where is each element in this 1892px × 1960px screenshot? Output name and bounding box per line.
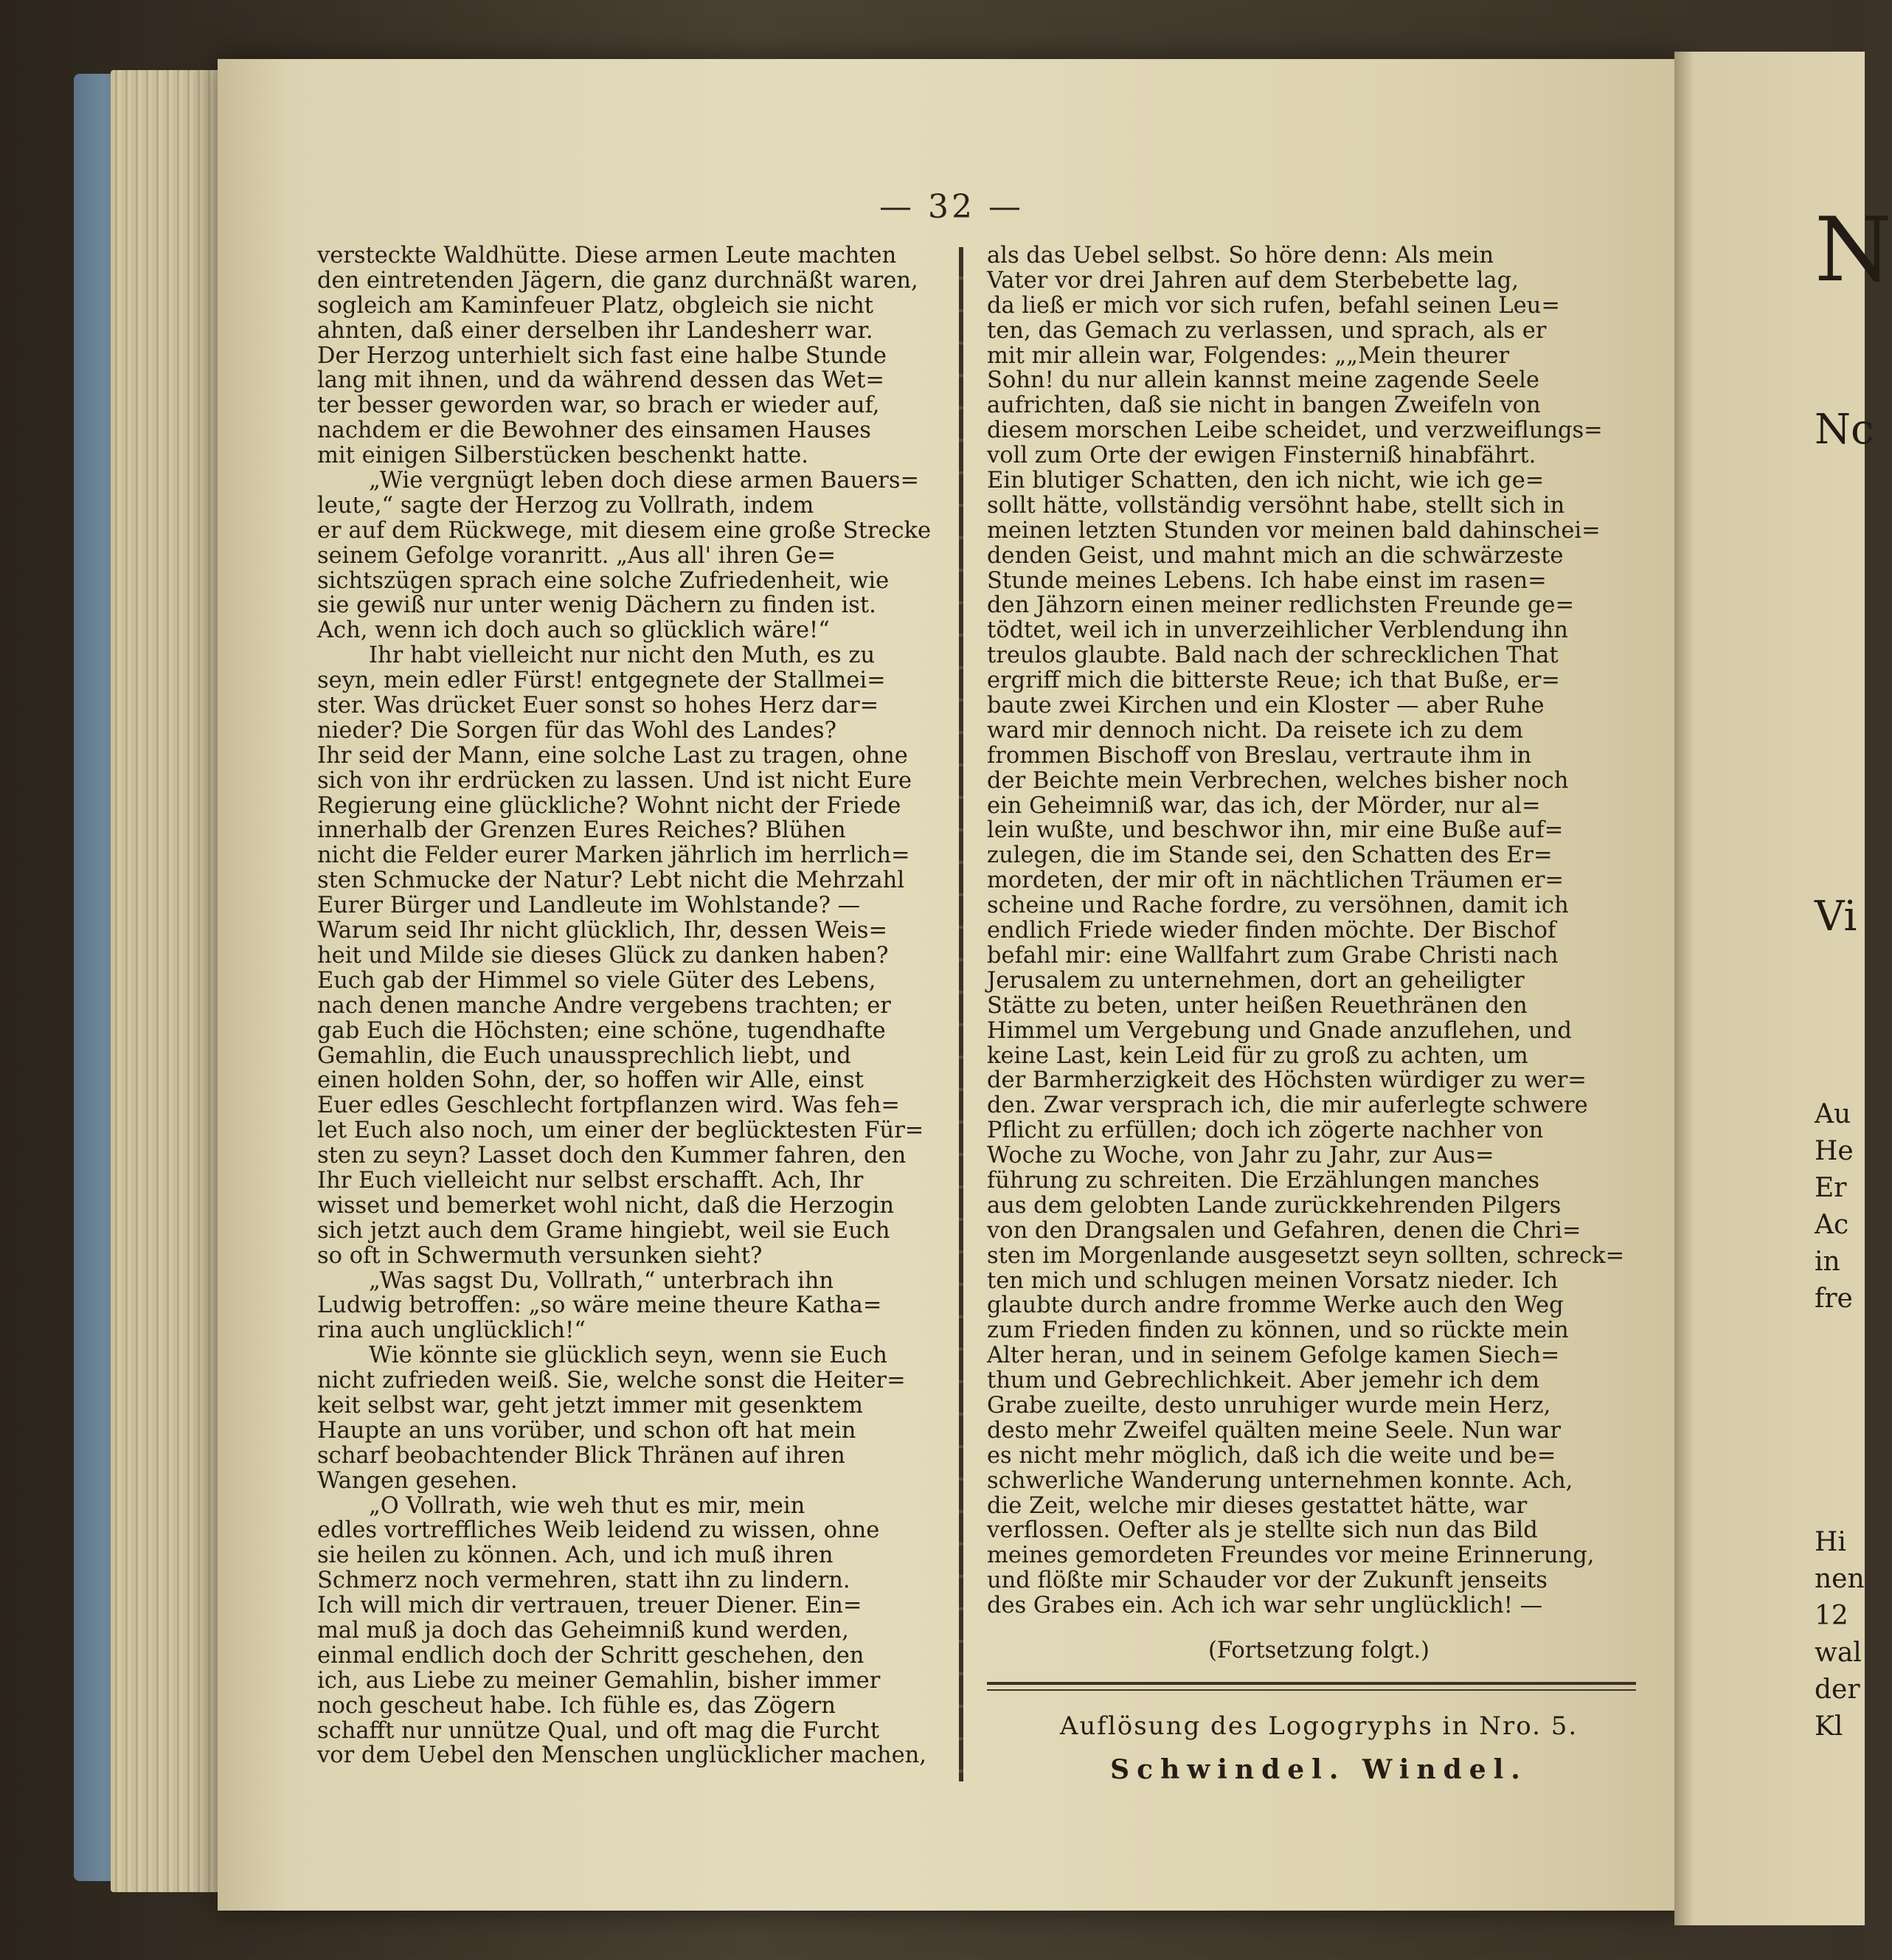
text-line: mordeten, der mir oft in nächtlichen Träumen er=: [987, 868, 1564, 894]
text-line: Woche zu Woche, von Jahr zu Jahr, zur Aus=: [987, 1143, 1494, 1169]
text-line: einmal endlich doch der Schritt geschehen, den: [317, 1642, 864, 1669]
text-line: scharf beobachtender Blick Thränen auf ihren: [317, 1442, 845, 1469]
text-line: „Wie vergnügt leben doch diese armen Bauers=: [369, 468, 920, 494]
text-line: Ludwig betroffen: „so wäre meine theure Katha=: [317, 1292, 882, 1319]
adjacent-page-fragment: Nc: [1815, 406, 1874, 454]
text-line: Ein blutiger Schatten, den ich nicht, wie ich ge=: [987, 468, 1545, 494]
text-line: sich von ihr erdrücken zu lassen. Und ist nicht Eure: [317, 767, 912, 794]
text-line: der Beichte mein Verbrechen, welches bisher noch: [987, 767, 1569, 794]
text-line: sie gewiß nur unter wenig Dächern zu finden ist.: [317, 592, 876, 619]
adjacent-page-fragment: Au: [1815, 1099, 1851, 1129]
text-line: sten zu seyn? Lasset doch den Kummer fahren, den: [317, 1143, 907, 1169]
text-line: gab Euch die Höchsten; eine schöne, tugendhafte: [317, 1017, 886, 1044]
text-line: Vater vor drei Jahren auf dem Sterbebette lag,: [987, 267, 1519, 294]
text-line: versteckte Waldhütte. Diese armen Leute machten: [317, 243, 897, 269]
text-line: Gemahlin, die Euch unaussprechlich liebt, und: [317, 1042, 851, 1069]
text-line: führung zu schreiten. Die Erzählungen manches: [987, 1167, 1539, 1194]
text-line: einen holden Sohn, der, so hoffen wir Alle, einst: [317, 1067, 864, 1094]
text-line: mit mir allein war, Folgendes: „„Mein theurer: [987, 342, 1510, 369]
text-line: Alter heran, und in seinem Gefolge kamen Siech=: [987, 1343, 1560, 1369]
text-line: tödtet, weil ich in unverzeihlicher Verblendung ihn: [987, 617, 1568, 644]
text-line: innerhalb der Grenzen Eures Reiches? Blühen: [317, 817, 846, 844]
text-line: als das Uebel selbst. So höre denn: Als mein: [987, 243, 1494, 269]
text-line: treulos glaubte. Bald nach der schrecklichen That: [987, 643, 1559, 669]
adjacent-page-fragment: N: [1815, 199, 1892, 302]
text-line: Euch gab der Himmel so viele Güter des Lebens,: [317, 967, 876, 994]
adjacent-page-fragment: Hi: [1815, 1527, 1846, 1557]
text-line: schafft nur unnütze Qual, und oft mag die Furcht: [317, 1717, 880, 1744]
text-line: Euer edles Geschlecht fortpflanzen wird. Was feh=: [317, 1092, 900, 1119]
text-line: sogleich am Kaminfeuer Platz, obgleich sie nicht: [317, 292, 874, 319]
text-line: so oft in Schwermuth versunken sieht?: [317, 1242, 763, 1269]
text-line: meines gemordeten Freundes vor meine Erinnerung,: [987, 1542, 1595, 1569]
right-text-column: [987, 243, 1651, 1618]
adjacent-page-fragment: der: [1815, 1675, 1860, 1705]
page-number: — 32 —: [879, 188, 1024, 226]
adjacent-page-fragment: Vi: [1815, 893, 1857, 941]
text-line: Pflicht zu erfüllen; doch ich zögerte nachher von: [987, 1118, 1544, 1144]
adjacent-page-fragment: wal: [1815, 1638, 1862, 1668]
text-line: seyn, mein edler Fürst! entgegnete der Stallmei=: [317, 668, 886, 694]
text-line: Ich will mich dir vertrauen, treuer Diener. Ein=: [317, 1593, 862, 1619]
text-line: wisset und bemerket wohl nicht, daß die Herzogin: [317, 1192, 894, 1219]
text-line: nach denen manche Andre vergebens trachten; er: [317, 992, 891, 1019]
text-line: Eurer Bürger und Landleute im Wohlstande? —: [317, 893, 861, 919]
text-line: frommen Bischoff von Breslau, vertraute ihm in: [987, 742, 1532, 769]
adjacent-page-fragment: Kl: [1815, 1711, 1843, 1742]
text-line: baute zwei Kirchen und ein Kloster — aber Ruhe: [987, 693, 1545, 719]
text-line: Sohn! du nur allein kannst meine zagende Seele: [987, 367, 1539, 394]
text-line: Ihr seid der Mann, eine solche Last zu tragen, ohne: [317, 742, 908, 769]
text-line: den Jähzorn einen meiner redlichsten Freunde ge=: [987, 592, 1575, 619]
text-line: ein Geheimniß war, das ich, der Mörder, nur al=: [987, 792, 1541, 819]
left-text-column: [317, 243, 952, 1768]
text-line: mit einigen Silberstücken beschenkt hatte.: [317, 443, 808, 469]
text-line: und flößte mir Schauder vor der Zukunft jenseits: [987, 1568, 1548, 1594]
text-line: thum und Gebrechlichkeit. Aber jemehr ich dem: [987, 1368, 1540, 1394]
text-line: ter besser geworden war, so brach er wieder auf,: [317, 392, 880, 419]
text-line: der Barmherzigkeit des Höchsten würdiger zu wer=: [987, 1067, 1587, 1094]
text-line: Wie könnte sie glücklich seyn, wenn sie Euch: [369, 1343, 887, 1369]
adjacent-page: [1674, 52, 1892, 1925]
text-line: Der Herzog unterhielt sich fast eine halbe Stunde: [317, 342, 887, 369]
text-line: desto mehr Zweifel quälten meine Seele. Nun war: [987, 1417, 1561, 1444]
text-line: heit und Milde sie dieses Glück zu danken haben?: [317, 942, 889, 969]
text-line: glaubte durch andre fromme Werke auch den Weg: [987, 1292, 1564, 1319]
text-line: nicht die Felder eurer Marken jährlich im herrlich=: [317, 842, 910, 869]
text-line: „Was sagst Du, Vollrath,“ unterbrach ihn: [369, 1267, 834, 1294]
text-line: Grabe zueilte, desto unruhiger wurde mein Herz,: [987, 1392, 1551, 1419]
adjacent-page-fragment: 12: [1815, 1601, 1848, 1631]
text-line: sten Schmucke der Natur? Lebt nicht die Mehrzahl: [317, 868, 905, 894]
text-line: let Euch also noch, um einer der beglücktesten Für=: [317, 1118, 924, 1144]
text-line: nachdem er die Bewohner des einsamen Hauses: [317, 418, 871, 444]
text-line: nicht zufrieden weiß. Sie, welche sonst die Heiter=: [317, 1368, 906, 1394]
solution-answer: Schwindel. Windel.: [1110, 1754, 1528, 1785]
text-line: er auf dem Rückwege, mit diesem eine große Strecke: [317, 517, 932, 544]
section-divider: [987, 1682, 1636, 1685]
text-line: ahnten, daß einer derselben ihr Landesherr war.: [317, 317, 873, 344]
solution-heading: Auflösung des Logogryphs in Nro. 5.: [1059, 1711, 1579, 1741]
text-line: Wangen gesehen.: [317, 1467, 518, 1494]
text-line: die Zeit, welche mir dieses gestattet hätte, war: [987, 1492, 1528, 1519]
text-line: aufrichten, daß sie nicht in bangen Zweifeln von: [987, 392, 1541, 419]
text-line: zum Frieden finden zu können, und so rückte mein: [987, 1317, 1569, 1344]
text-line: befahl mir: eine Wallfahrt zum Grabe Christi nach: [987, 942, 1559, 969]
text-line: Ach, wenn ich doch auch so glücklich wäre!“: [317, 617, 830, 644]
text-line: leute,“ sagte der Herzog zu Vollrath, indem: [317, 492, 814, 519]
text-line: sie heilen zu können. Ach, und ich muß ihren: [317, 1542, 834, 1569]
text-line: zulegen, die im Stande sei, den Schatten des Er=: [987, 842, 1553, 869]
text-line: rina auch unglücklich!“: [317, 1317, 586, 1344]
text-line: des Grabes ein. Ach ich war sehr unglücklich! —: [987, 1593, 1543, 1619]
text-line: Schmerz noch vermehren, statt ihn zu lindern.: [317, 1568, 850, 1594]
text-line: verflossen. Oefter als je stellte sich nun das Bild: [987, 1517, 1538, 1544]
text-line: Himmel um Vergebung und Gnade anzuflehen, und: [987, 1017, 1572, 1044]
text-line: mal muß ja doch das Geheimniß kund werden,: [317, 1617, 849, 1644]
text-line: „O Vollrath, wie weh thut es mir, mein: [369, 1492, 805, 1519]
text-line: ten mich und schlugen meinen Vorsatz nieder. Ich: [987, 1267, 1559, 1294]
text-line: denden Geist, und mahnt mich an die schwärzeste: [987, 542, 1564, 569]
text-line: da ließ er mich vor sich rufen, befahl seinen Leu=: [987, 292, 1560, 319]
section-divider-thin: [987, 1689, 1636, 1691]
text-line: ster. Was drücket Euer sonst so hohes Herz dar=: [317, 693, 879, 719]
text-line: keine Last, kein Leid für zu groß zu achten, um: [987, 1042, 1528, 1069]
adjacent-page-fragment: Ac: [1815, 1210, 1849, 1240]
adjacent-page-fragment: fre: [1815, 1284, 1853, 1314]
text-line: aus dem gelobten Lande zurückkehrenden Pilgers: [987, 1192, 1562, 1219]
text-line: sich jetzt auch dem Grame hingiebt, weil sie Euch: [317, 1217, 890, 1244]
text-line: sten im Morgenlande ausgesetzt seyn sollten, schreck=: [987, 1242, 1625, 1269]
text-line: lang mit ihnen, und da während dessen das Wet=: [317, 367, 884, 394]
text-line: sollt hätte, vollständig versöhnt habe, stellt sich in: [987, 492, 1565, 519]
text-line: Ihr habt vielleicht nur nicht den Muth, es zu: [369, 643, 876, 669]
text-line: lein wußte, und beschwor ihn, mir eine Buße auf=: [987, 817, 1564, 844]
adjacent-page-fragment: Er: [1815, 1173, 1847, 1203]
text-line: schwerliche Wanderung unternehmen konnte. Ach,: [987, 1467, 1573, 1494]
text-line: scheine und Rache fordre, zu versöhnen, damit ich: [987, 893, 1569, 919]
text-line: Stätte zu beten, unter heißen Reuethränen den: [987, 992, 1528, 1019]
text-line: diesem morschen Leibe scheidet, und verzweiflungs=: [987, 418, 1603, 444]
text-line: Warum seid Ihr nicht glücklich, Ihr, dessen Weis=: [317, 918, 887, 944]
text-line: Ihr Euch vielleicht nur selbst erschafft. Ach, Ihr: [317, 1167, 864, 1194]
page-stack-edge: [111, 70, 229, 1892]
text-line: endlich Friede wieder finden möchte. Der Bischof: [987, 918, 1556, 944]
text-line: Stunde meines Lebens. Ich habe einst im rasen=: [987, 567, 1547, 594]
text-line: vor dem Uebel den Menschen unglücklicher machen,: [317, 1742, 926, 1769]
text-line: edles vortreffliches Weib leidend zu wissen, ohne: [317, 1517, 880, 1544]
text-line: nieder? Die Sorgen für das Wohl des Landes?: [317, 717, 836, 744]
text-line: Jerusalem zu unternehmen, dort an geheiligter: [987, 967, 1525, 994]
continued-note: (Fortsetzung folgt.): [1208, 1638, 1430, 1663]
text-line: den. Zwar versprach ich, die mir auferlegte schwere: [987, 1092, 1588, 1119]
text-line: noch gescheut habe. Ich fühle es, das Zögern: [317, 1692, 836, 1719]
column-divider: [959, 247, 963, 1781]
text-line: von den Drangsalen und Gefahren, denen die Chri=: [987, 1217, 1581, 1244]
text-line: meinen letzten Stunden vor meinen bald dahinschei=: [987, 517, 1601, 544]
text-line: ward mir dennoch nicht. Da reisete ich zu dem: [987, 717, 1523, 744]
text-line: ich, aus Liebe zu meiner Gemahlin, bisher immer: [317, 1667, 881, 1694]
text-line: es nicht mehr möglich, daß ich die weite und be=: [987, 1442, 1556, 1469]
adjacent-page-fragment: He: [1815, 1136, 1854, 1166]
text-line: voll zum Orte der ewigen Finsterniß hinabfährt.: [987, 443, 1536, 469]
text-line: Haupte an uns vorüber, und schon oft hat mein: [317, 1417, 856, 1444]
text-line: seinem Gefolge voranritt. „Aus all' ihren Ge=: [317, 542, 836, 569]
text-line: den eintretenden Jägern, die ganz durchnäßt waren,: [317, 267, 918, 294]
text-line: Regierung eine glückliche? Wohnt nicht der Friede: [317, 792, 901, 819]
text-line: keit selbst war, geht jetzt immer mit gesenktem: [317, 1392, 863, 1419]
text-line: sichtszügen sprach eine solche Zufriedenheit, wie: [317, 567, 890, 594]
adjacent-page-fragment: nen: [1815, 1564, 1865, 1594]
text-line: ergriff mich die bitterste Reue; ich that Buße, er=: [987, 668, 1560, 694]
text-line: ten, das Gemach zu verlassen, und sprach, als er: [987, 317, 1547, 344]
adjacent-page-fragment: in: [1815, 1247, 1840, 1277]
